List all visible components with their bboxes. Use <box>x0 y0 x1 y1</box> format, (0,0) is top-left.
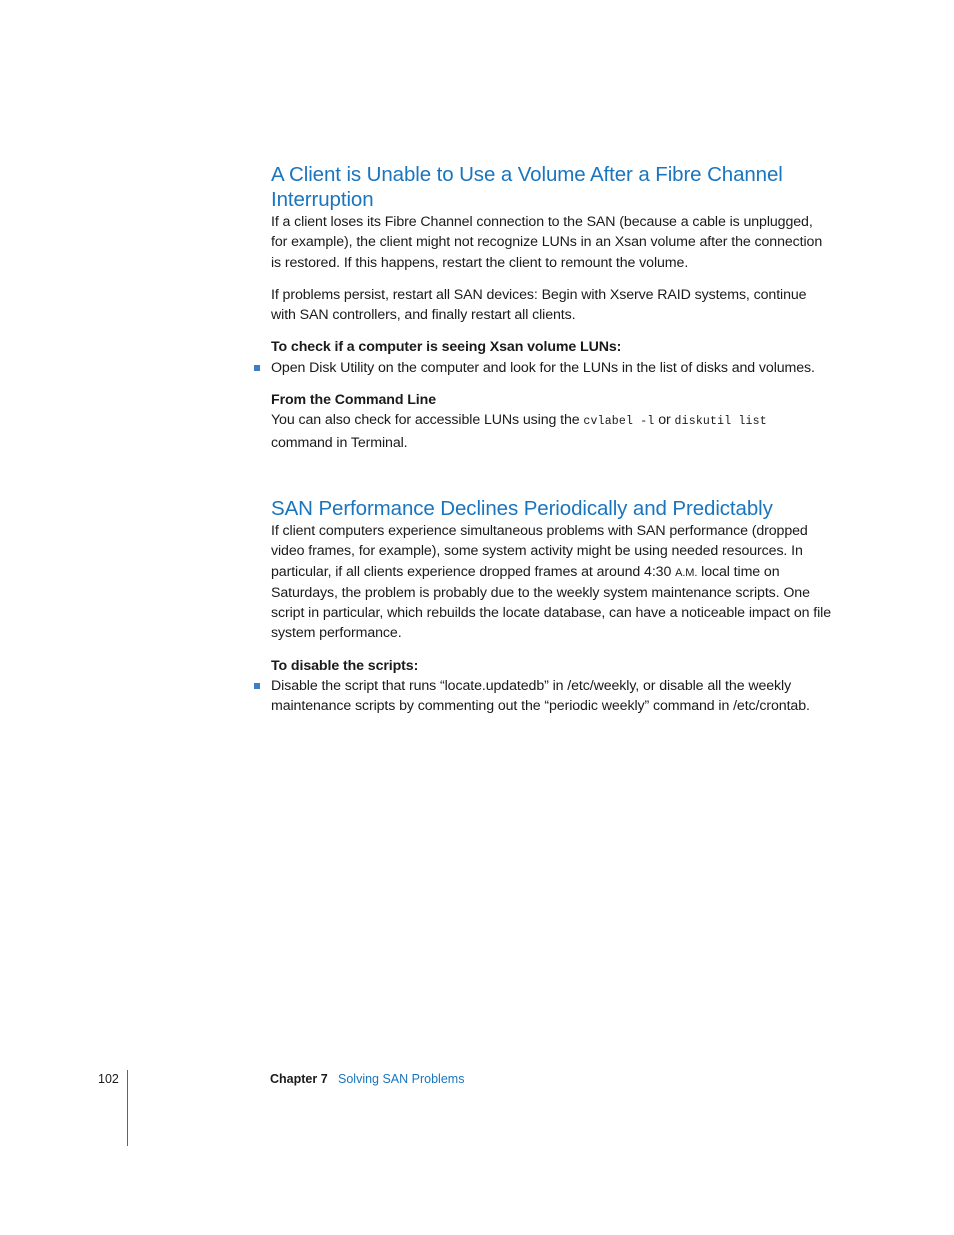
page-number: 102 <box>98 1072 119 1086</box>
subheading-command-line: From the Command Line <box>271 392 437 409</box>
command-outro-text: command in Terminal. <box>271 434 408 451</box>
command-intro-text: You can also check for accessible LUNs using the <box>271 412 584 429</box>
paragraph-restart-devices: If problems persist, restart all SAN devices: Begin with Xserve RAID systems, continue with SAN controllers, and finally restart all clients. <box>271 286 807 324</box>
paragraph-fibre-channel-intro: If a client loses its Fibre Channel connection to the SAN (because a cable is unplugged, for example), the client might not recognize LUNs in an Xsan volume after the connection is restored. If this happens, restart the client to remount the volume. <box>271 214 823 271</box>
chapter-label: Chapter 7 <box>270 1072 328 1086</box>
command-cvlabel: cvlabel -l <box>583 415 655 429</box>
list-item-disk-utility <box>271 358 831 378</box>
section-heading-san-performance: SAN Performance Declines Periodically and Predictably <box>271 496 773 520</box>
bullet-icon <box>254 683 260 689</box>
performance-text-before: If client computers experience simultaneous problems with SAN performance (dropped video frames, for example), some system activity might be using needed resources. In particular, if all clients experience dropped frames at around 4:30 <box>271 522 808 580</box>
performance-text-after: local time on Saturdays, the problem is probably due to the weekly system maintenance scripts. One script in particular, which rebuilds the locate database, can have a noticeable impact on file system performance. <box>271 563 832 642</box>
time-am-label: A.M. <box>675 566 698 579</box>
command-or-text: or <box>654 412 675 429</box>
list-item-text: Open Disk Utility on the computer and look for the LUNs in the list of disks and volumes. <box>271 359 815 376</box>
footer-divider <box>127 1070 128 1146</box>
chapter-title: Solving SAN Problems <box>338 1072 465 1086</box>
list-item-text: Disable the script that runs “locate.updatedb” in /etc/weekly, or disable all the weekly maintenance scripts by commenting out the “periodic weekly” command in /etc/crontab. <box>271 678 810 715</box>
task-heading-check-luns: To check if a computer is seeing Xsan volume LUNs: <box>271 339 622 356</box>
bullet-icon <box>254 365 260 371</box>
page-content <box>271 160 831 717</box>
paragraph-command-line <box>271 410 831 453</box>
list-item-disable-script <box>271 676 831 717</box>
task-heading-disable-scripts: To disable the scripts: <box>271 657 419 674</box>
command-diskutil: diskutil list <box>674 415 767 429</box>
section-heading-fibre-channel: A Client is Unable to Use a Volume After a Fibre Channel Interruption <box>271 163 783 211</box>
paragraph-san-performance <box>271 521 831 644</box>
